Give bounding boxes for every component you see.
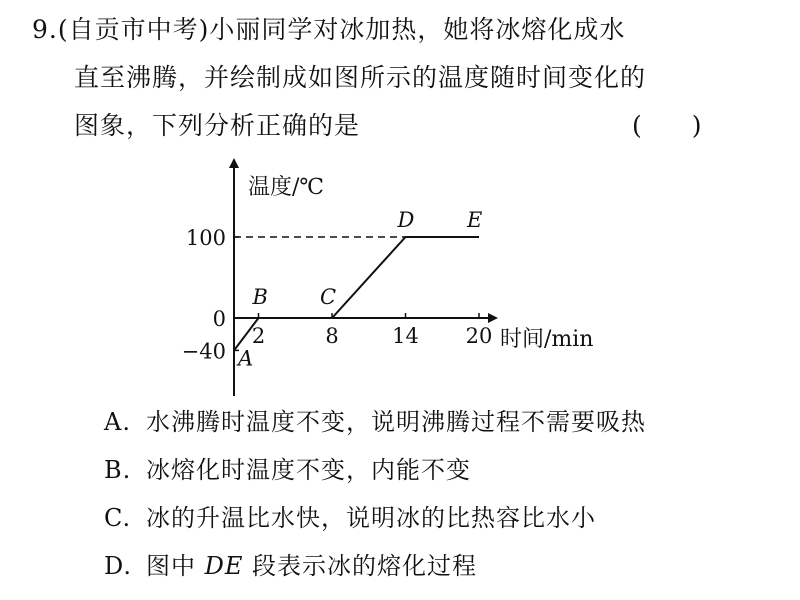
point-label-d: D [397,208,415,232]
point-label-e: E [467,208,483,232]
x-tick-label: 20 [465,324,493,348]
option-d-letter: D. [104,552,133,580]
question-source: (自贡市中考) [57,15,210,44]
question-line-3: 图象，下列分析正确的是 [74,111,361,140]
question-number: 9. [32,15,58,44]
tick-marks [234,237,479,350]
option-a-letter: A. [104,408,131,436]
option-c[interactable] [104,503,596,533]
option-b-letter: B. [104,456,132,484]
option-b[interactable] [104,455,471,485]
y-tick-label: −40 [181,339,226,364]
y-tick-label: 100 [185,226,226,250]
x-tick-label: 2 [251,324,266,348]
point-label-a: A [238,346,254,371]
option-d-pre: 图中 [146,552,205,580]
option-a[interactable] [104,407,646,437]
y-tick-label: 0 [212,307,226,331]
temperature-curve [234,237,479,350]
option-d-post: 段表示冰的熔化过程 [243,552,478,580]
point-label-c: C [320,285,337,309]
question-text-1: 小丽同学对冰加热，她将冰熔化成水 [209,15,626,44]
option-d-segment: DE [204,552,244,580]
x-tick-label: 14 [392,324,419,348]
y-axis-label: 温度/℃ [248,175,325,200]
option-b-text: 冰熔化时温度不变，内能不变 [146,456,471,484]
answer-blank: ( ) [632,111,702,140]
option-d[interactable] [104,551,477,581]
question-line-2: 直至沸腾，并绘制成如图所示的温度随时间变化的 [74,63,647,92]
option-c-text: 冰的升温比水快，说明冰的比热容比水小 [146,504,596,532]
option-c-letter: C. [104,504,132,532]
x-axis-label: 时间/min [500,327,594,352]
option-a-text: 水沸腾时温度不变，说明沸腾过程不需要吸热 [146,408,646,436]
x-tick-labels [252,324,493,348]
point-label-b: B [252,285,268,309]
x-tick-label: 8 [325,324,339,348]
y-tick-labels [182,226,226,363]
